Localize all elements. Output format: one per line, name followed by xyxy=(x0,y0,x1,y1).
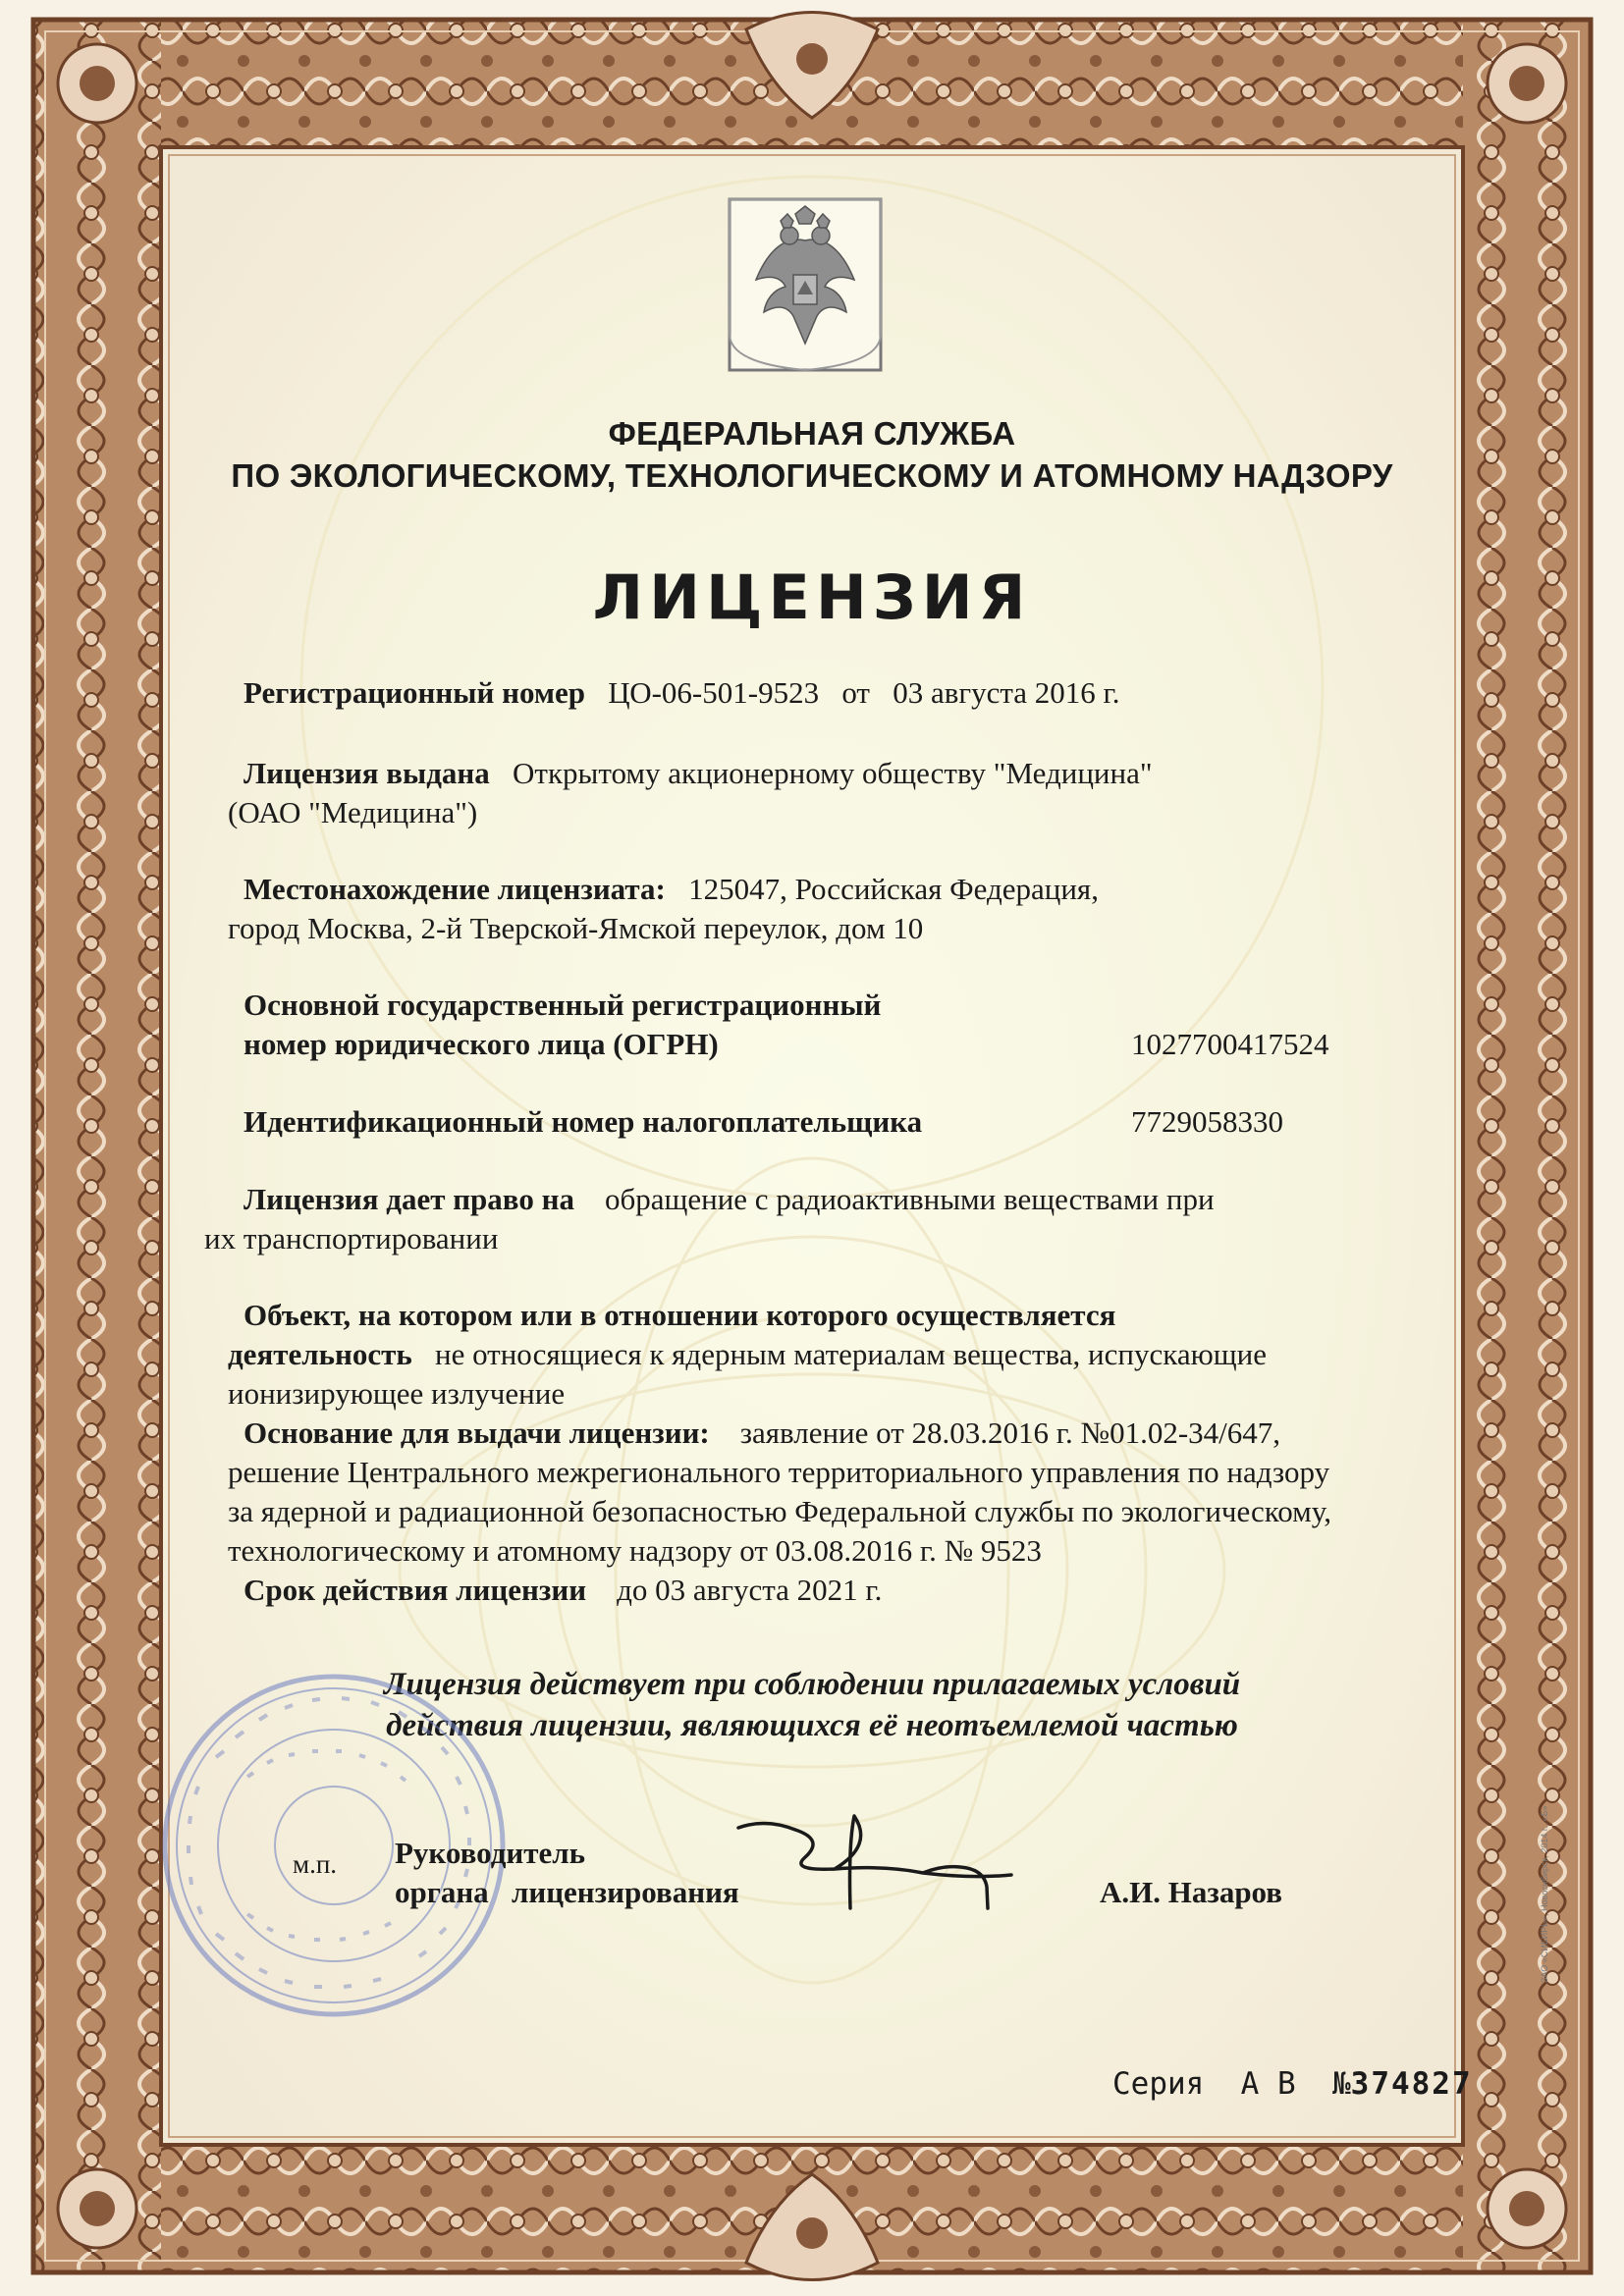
registration-label: Регистрационный номер xyxy=(244,675,585,710)
validity-value: до 03 августа 2021 г. xyxy=(617,1573,883,1607)
basis-label: Основание для выдачи лицензии: xyxy=(244,1415,710,1450)
printer-mark: ЗАО «СИБИРЬ», Новосибирск, 2014 г., «Б» xyxy=(1540,1805,1549,1983)
ogrn-label-line2: номер юридического лица (ОГРН) xyxy=(244,1027,719,1061)
object-line1: не относящиеся к ядерным материалам вещества, испускающие xyxy=(434,1337,1267,1371)
validity-label: Срок действия лицензии xyxy=(244,1573,587,1607)
issued-to-row xyxy=(244,758,1153,788)
coat-of-arms-icon xyxy=(727,196,884,373)
registration-from: от xyxy=(841,675,870,710)
serial-number: 374827 xyxy=(1350,2066,1473,2102)
inn-label: Идентификационный номер налогоплательщика xyxy=(244,1104,923,1139)
validity-row xyxy=(244,1575,882,1605)
basis-line3: за ядерной и радиационной безопасностью Федеральной службы по экологическому, xyxy=(228,1494,1331,1528)
signatory-role-line2 xyxy=(395,1877,739,1907)
object-label-line1: Объект, на котором или в отношении которого осуществляется xyxy=(244,1298,1116,1332)
registration-number: ЦО-06-501-9523 xyxy=(608,675,820,710)
ogrn-value: 1027700417524 xyxy=(1131,1027,1329,1061)
serial-series: А В xyxy=(1240,2066,1296,2102)
agency-name-line1: ФЕДЕРАЛЬНАЯ СЛУЖБА xyxy=(608,415,1016,452)
rights-row xyxy=(244,1184,1215,1214)
issued-to-line1: Открытому акционерному обществу "Медицина" xyxy=(513,756,1153,790)
basis-line2: решение Центрального межрегионального территориального управления по надзору xyxy=(228,1455,1330,1489)
signatory-name: А.И. Назаров xyxy=(1100,1875,1283,1909)
signatory-role-licensing: лицензирования xyxy=(511,1875,739,1909)
location-row xyxy=(244,874,1099,904)
issued-to-label: Лицензия выдана xyxy=(244,756,490,790)
location-label: Местонахождение лицензиата: xyxy=(244,872,666,906)
object-row xyxy=(228,1339,1267,1369)
basis-row xyxy=(244,1417,1280,1448)
object-label-line2: деятельность xyxy=(228,1337,412,1371)
location-line2: город Москва, 2-й Тверской-Ямской переулок, дом 10 xyxy=(228,911,924,945)
notice-line2: действия лицензии, являющихся её неотъемлемой частью xyxy=(386,1708,1238,1743)
basis-line1: заявление от 28.03.2016 г. №01.02-34/647, xyxy=(739,1415,1281,1450)
ogrn-label-line1: Основной государственный регистрационный xyxy=(244,988,882,1022)
notice-line1: Лицензия действует при соблюдении прилагаемых условий xyxy=(383,1667,1241,1702)
issued-to-line2: (ОАО "Медицина") xyxy=(228,795,478,829)
signature-mark xyxy=(727,1806,1021,1914)
signatory-role-line1: Руководитель xyxy=(395,1836,586,1870)
agency-name-line2: ПО ЭКОЛОГИЧЕСКОМУ, ТЕХНОЛОГИЧЕСКОМУ И АТОМНОМУ НАДЗОРУ xyxy=(231,457,1393,494)
rights-line1: обращение с радиоактивными веществами при xyxy=(604,1182,1215,1216)
object-line2: ионизирующее излучение xyxy=(228,1376,566,1411)
registration-date: 03 августа 2016 г. xyxy=(893,675,1120,710)
signatory-role-organ: органа xyxy=(395,1875,489,1909)
rights-label: Лицензия дает право на xyxy=(244,1182,574,1216)
registration-row xyxy=(244,677,1120,708)
seal-place-label: м.п. xyxy=(293,1849,338,1879)
serial-number-sign: № xyxy=(1331,2066,1351,2102)
location-line1: 125047, Российская Федерация, xyxy=(688,872,1099,906)
serial-prefix: Серия xyxy=(1112,2066,1205,2102)
inn-value: 7729058330 xyxy=(1131,1104,1283,1139)
basis-line4: технологическому и атомному надзору от 03.08.2016 г. № 9523 xyxy=(228,1533,1042,1568)
serial-row xyxy=(1112,2066,1473,2102)
document-title: ЛИЦЕНЗИЯ xyxy=(592,561,1032,633)
rights-line2: их транспортировании xyxy=(204,1221,499,1255)
